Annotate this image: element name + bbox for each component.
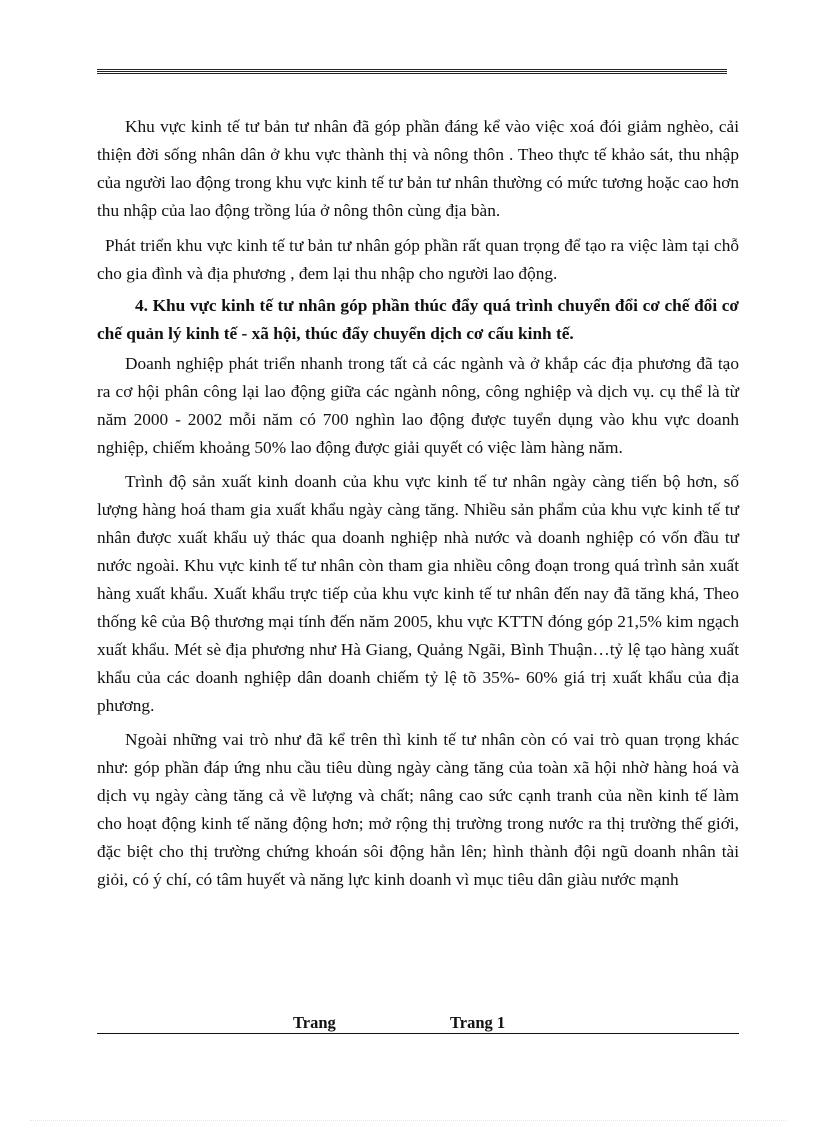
paragraph-poverty-reduction: Khu vực kinh tế tư bản tư nhân đã góp phần đáng kể vào việc xoá đói giảm nghèo, cải thiện đời sống nhân dân ở khu vực thành thị và nông thôn . Theo thực tế khảo sát, thu nhập của người lao động trong khu vực kinh tế tư bản tư nhân thường có mức tương hoặc cao hơn thu nhập của lao động trồng lúa ở nông thôn cùng địa bàn. — [97, 117, 739, 220]
paragraph-job-creation: Phát triển khu vực kinh tế tư bản tư nhân góp phần rất quan trọng để tạo ra việc làm tại chỗ cho gia đình và địa phương , đem lại thu nhập cho người lao động. — [97, 236, 739, 283]
paragraph-labor-restructuring: Doanh nghiệp phát triển nhanh trong tất cả các ngành và ở khắp các địa phương đã tạo ra cơ hội phân công lại lao động giữa các ngành nông, công nghiệp và dịch vụ. cụ thể là từ năm 2000 - 2002 mỗi năm có 700 nghìn lao động được tuyển dụng vào khu vực doanh nghiệp, chiếm khoảng 50% lao động được giải quyết có việc làm hàng năm. — [97, 354, 739, 457]
page-footer — [97, 1011, 739, 1034]
header-double-rule — [97, 69, 727, 74]
paragraph-export: Trình độ sản xuất kinh doanh của khu vực kinh tế tư nhân ngày càng tiến bộ hơn, số lượng hàng hoá tham gia xuất khẩu ngày càng tăng. Nhiều sản phẩm của khu vực kinh tế tư nhân được xuất khẩu uỷ thác qua doanh nghiệp nhà nước và doanh nghiệp có vốn đầu tư nước ngoài. Khu vực kinh tế tư nhân còn tham gia nhiều công đoạn trong quá trình sản xuất hàng xuất khẩu. Xuất khẩu trực tiếp của khu vực kinh tế tư nhân đến nay đã tăng khá, Theo thống kê của Bộ thương mại tính đến năm 2005, khu vực KTTN đóng góp 21,5% kim ngạch xuất khẩu. Mét sè địa phương như Hà Giang, Quảng Ngãi, Bình Thuận…tỷ lệ tạo hàng xuất khẩu của các doanh nghiệp dân doanh chiếm tỷ lệ tõ 35%- 60% giá trị xuất khẩu của địa phương. — [97, 472, 739, 715]
paragraph-other-roles: Ngoài những vai trò như đã kể trên thì kinh tế tư nhân còn có vai trò quan trọng khác như: góp phần đáp ứng nhu cầu tiêu dùng ngày càng tăng của toàn xã hội nhờ hàng hoá và dịch vụ ngày càng tăng cả về lượng và chất; nâng cao sức cạnh tranh của nền kinh tế làm cho hoạt động kinh tế năng động hơn; mở rộng thị trường trong nước ra thị trường thế giới, đặc biệt cho thị trường chứng khoán sôi động hẳn lên; hình thành đội ngũ doanh nhân tài giỏi, có ý chí, có tâm huyết và năng lực kinh doanh vì mục tiêu dân giàu nước mạnh — [97, 730, 739, 889]
page-bottom-dotted-edge — [30, 1120, 786, 1121]
page-content — [97, 113, 739, 894]
footer-label: Trang — [293, 1013, 336, 1032]
footer-page-number: Trang 1 — [450, 1013, 506, 1032]
section-heading-4: 4. Khu vực kinh tế tư nhân góp phần thúc đẩy quá trình chuyển đổi cơ chế đổi cơ chế quản lý kinh tế - xã hội, thúc đẩy chuyển dịch cơ cấu kinh tế. — [97, 296, 739, 343]
